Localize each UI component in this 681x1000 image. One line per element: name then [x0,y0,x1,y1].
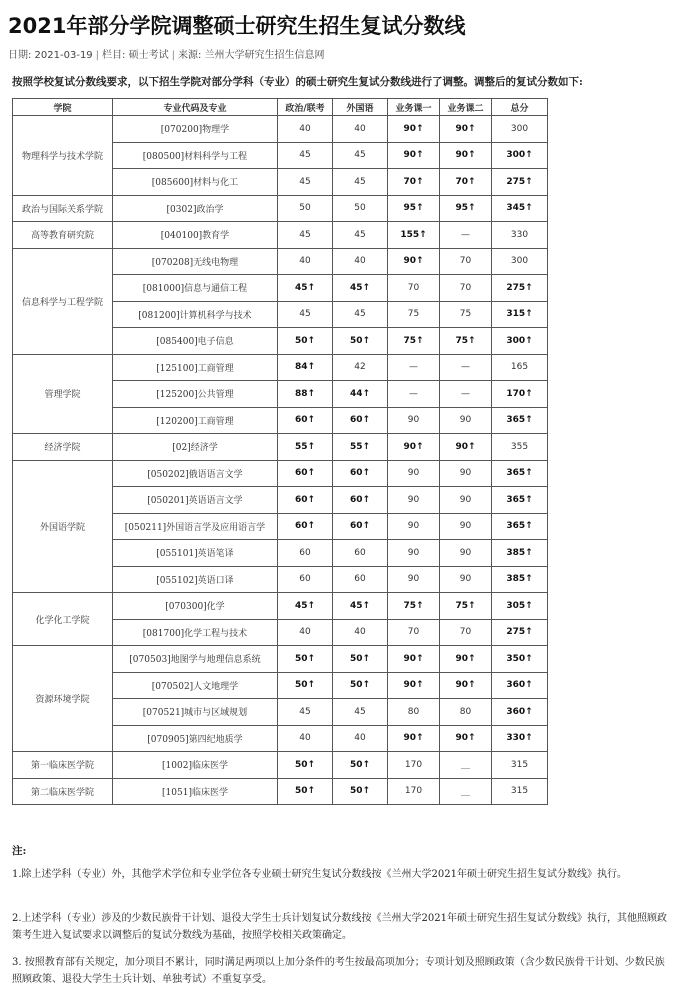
major-cell: [050201]英语语言文学 [113,487,278,514]
note-2: 2.上述学科（专业）涉及的少数民族骨干计划、退役大学生士兵计划复试分数线按《兰州大学2021年硕士研究生招生复试分数线》执行，其他照顾政策考生进入复试要求以调整后的复试分数线为基础，按照学校相关政策确定。 [12,913,667,941]
subject-2-score: 90↑ [440,646,492,673]
table-row [13,116,548,143]
subject-1-score: 90↑ [388,248,440,275]
total-score: 330 [492,222,548,249]
subject-1-score: 80 [388,699,440,726]
foreign-language-score: 50↑ [333,672,388,699]
major-cell: [055102]英语口译 [113,566,278,593]
header-politics: 政治/联考 [278,99,333,116]
foreign-language-score: 50↑ [333,328,388,355]
politics-score: 45↑ [278,593,333,620]
major-cell: [1051]临床医学 [113,778,278,805]
major-cell: [02]经济学 [113,434,278,461]
header-subject-1: 业务课一 [388,99,440,116]
politics-score: 40 [278,725,333,752]
total-score: 305↑ [492,593,548,620]
politics-score: 45↑ [278,275,333,302]
foreign-language-score: 55↑ [333,434,388,461]
total-score: 330↑ [492,725,548,752]
score-table [12,98,548,805]
total-score: 365↑ [492,460,548,487]
school-cell: 第一临床医学院 [13,752,113,779]
subject-2-score: 80 [440,699,492,726]
header-school: 学院 [13,99,113,116]
politics-score: 50↑ [278,752,333,779]
subject-1-score: 75↑ [388,593,440,620]
subject-2-score: 90 [440,407,492,434]
subject-1-score: — [388,354,440,381]
total-score: 165 [492,354,548,381]
subject-1-score: 75 [388,301,440,328]
subject-2-score: ＿ [440,752,492,779]
total-score: 315 [492,778,548,805]
subject-2-score: 90↑ [440,116,492,143]
article-intro: 按照学校复试分数线要求，以下招生学院对部分学科（专业）的硕士研究生复试分数线进行了调整。调整后的复试分数如下: [12,76,583,88]
subject-1-score: 90 [388,460,440,487]
table-row [13,778,548,805]
article-date: 日期: 2021-03-19 [8,50,93,61]
politics-score: 60↑ [278,487,333,514]
school-cell: 物理科学与技术学院 [13,116,113,196]
politics-score: 60 [278,540,333,567]
politics-score: 84↑ [278,354,333,381]
politics-score: 60↑ [278,407,333,434]
school-cell: 资源环境学院 [13,646,113,752]
politics-score: 45 [278,301,333,328]
major-cell: [0302]政治学 [113,195,278,222]
subject-1-score: 75↑ [388,328,440,355]
school-cell: 化学化工学院 [13,593,113,646]
foreign-language-score: 40 [333,248,388,275]
total-score: 350↑ [492,646,548,673]
subject-1-score: 90↑ [388,725,440,752]
total-score: 315 [492,752,548,779]
subject-2-score: 90 [440,460,492,487]
table-header-row [13,99,548,116]
politics-score: 60↑ [278,513,333,540]
major-cell: [081700]化学工程与技术 [113,619,278,646]
major-cell: [070502]人文地理学 [113,672,278,699]
politics-score: 45 [278,142,333,169]
major-cell: [080500]材料科学与工程 [113,142,278,169]
politics-score: 40 [278,248,333,275]
subject-1-score: 90↑ [388,646,440,673]
foreign-language-score: 44↑ [333,381,388,408]
note-1: 1.除上述学科（专业）外，其他学术学位和专业学位各专业硕士研究生复试分数线按《兰州大学2021年硕士研究生招生复试分数线》执行。 [12,869,627,880]
total-score: 275↑ [492,169,548,196]
subject-2-score: 70 [440,619,492,646]
foreign-language-score: 42 [333,354,388,381]
score-table-body [13,116,548,805]
subject-2-score: 95↑ [440,195,492,222]
politics-score: 50↑ [278,646,333,673]
subject-2-score: 90↑ [440,434,492,461]
foreign-language-score: 60 [333,566,388,593]
subject-2-score: 90 [440,540,492,567]
major-cell: [055101]英语笔译 [113,540,278,567]
major-cell: [1002]临床医学 [113,752,278,779]
subject-1-score: 90 [388,487,440,514]
total-score: 365↑ [492,513,548,540]
foreign-language-score: 50↑ [333,646,388,673]
table-row [13,460,548,487]
subject-1-score: 95↑ [388,195,440,222]
subject-1-score: 90↑ [388,672,440,699]
subject-1-score: 90↑ [388,116,440,143]
school-cell: 政治与国际关系学院 [13,195,113,222]
foreign-language-score: 45↑ [333,593,388,620]
article-column[interactable]: 栏目: 硕士考试 [102,50,169,61]
major-cell: [070208]无线电物理 [113,248,278,275]
major-cell: [070503]地图学与地理信息系统 [113,646,278,673]
major-cell: [070300]化学 [113,593,278,620]
table-row [13,248,548,275]
major-cell: [125200]公共管理 [113,381,278,408]
major-cell: [070200]物理学 [113,116,278,143]
subject-2-score: — [440,222,492,249]
article-title: 2021年部分学院调整硕士研究生招生复试分数线 [8,14,466,38]
politics-score: 55↑ [278,434,333,461]
total-score: 275↑ [492,275,548,302]
subject-2-score: 90 [440,487,492,514]
subject-2-score: 90↑ [440,142,492,169]
major-cell: [125100]工商管理 [113,354,278,381]
foreign-language-score: 45 [333,169,388,196]
table-row [13,222,548,249]
total-score: 365↑ [492,487,548,514]
school-cell: 第二临床医学院 [13,778,113,805]
table-row [13,195,548,222]
major-cell: [085600]材料与化工 [113,169,278,196]
politics-score: 88↑ [278,381,333,408]
subject-1-score: 170 [388,778,440,805]
school-cell: 经济学院 [13,434,113,461]
foreign-language-score: 60↑ [333,487,388,514]
subject-1-score: 70 [388,275,440,302]
school-cell: 管理学院 [13,354,113,434]
politics-score: 60 [278,566,333,593]
subject-2-score: 90 [440,566,492,593]
subject-2-score: 75 [440,301,492,328]
foreign-language-score: 45 [333,699,388,726]
politics-score: 50 [278,195,333,222]
total-score: 300↑ [492,328,548,355]
major-cell: [040100]教育学 [113,222,278,249]
total-score: 300↑ [492,142,548,169]
major-cell: [081200]计算机科学与技术 [113,301,278,328]
foreign-language-score: 45 [333,142,388,169]
subject-2-score: 90↑ [440,672,492,699]
total-score: 355 [492,434,548,461]
article-source[interactable]: 来源: 兰州大学研究生招生信息网 [177,50,325,61]
foreign-language-score: 60↑ [333,460,388,487]
foreign-language-score: 50↑ [333,778,388,805]
total-score: 385↑ [492,540,548,567]
subject-2-score: 90 [440,513,492,540]
major-cell: [050211]外国语言学及应用语言学 [113,513,278,540]
header-foreign-language: 外国语 [333,99,388,116]
politics-score: 50↑ [278,328,333,355]
foreign-language-score: 45 [333,301,388,328]
subject-1-score: 90↑ [388,142,440,169]
foreign-language-score: 60↑ [333,513,388,540]
subject-2-score: — [440,381,492,408]
notes-heading: 注: [12,845,27,857]
article-meta: 日期: 2021-03-19 | 栏目: 硕士考试 | 来源: 兰州大学研究生招生信息网 [8,50,325,61]
table-row [13,354,548,381]
table-row [13,646,548,673]
total-score: 300 [492,248,548,275]
subject-1-score: 90 [388,513,440,540]
foreign-language-score: 60↑ [333,407,388,434]
subject-1-score: 70 [388,619,440,646]
header-total: 总分 [492,99,548,116]
politics-score: 50↑ [278,672,333,699]
major-cell: [070905]第四纪地质学 [113,725,278,752]
table-row [13,434,548,461]
subject-1-score: 90 [388,407,440,434]
subject-2-score: 75↑ [440,328,492,355]
school-cell: 信息科学与工程学院 [13,248,113,354]
major-cell: [085400]电子信息 [113,328,278,355]
major-cell: [081000]信息与通信工程 [113,275,278,302]
subject-2-score: ＿ [440,778,492,805]
note-3: 3. 按照教育部有关规定，加分项目不累计，同时满足两项以上加分条件的考生按最高项加分；专项计划及照顾政策（含少数民族骨干计划、少数民族照顾政策、退役大学生士兵计划、单独考试）不重复享受。 [12,957,665,985]
subject-1-score: — [388,381,440,408]
foreign-language-score: 60 [333,540,388,567]
subject-2-score: 70↑ [440,169,492,196]
school-cell: 外国语学院 [13,460,113,593]
total-score: 275↑ [492,619,548,646]
foreign-language-score: 40 [333,725,388,752]
subject-1-score: 170 [388,752,440,779]
major-cell: [050202]俄语语言文学 [113,460,278,487]
subject-1-score: 90 [388,566,440,593]
politics-score: 45 [278,169,333,196]
politics-score: 40 [278,116,333,143]
total-score: 360↑ [492,699,548,726]
foreign-language-score: 50↑ [333,752,388,779]
politics-score: 60↑ [278,460,333,487]
subject-1-score: 70↑ [388,169,440,196]
politics-score: 40 [278,619,333,646]
foreign-language-score: 45 [333,222,388,249]
major-cell: [070521]城市与区域规划 [113,699,278,726]
foreign-language-score: 40 [333,116,388,143]
subject-1-score: 90 [388,540,440,567]
politics-score: 50↑ [278,778,333,805]
subject-1-score: 155↑ [388,222,440,249]
politics-score: 45 [278,699,333,726]
foreign-language-score: 45↑ [333,275,388,302]
header-major: 专业代码及专业 [113,99,278,116]
subject-2-score: 70 [440,248,492,275]
total-score: 300 [492,116,548,143]
total-score: 365↑ [492,407,548,434]
total-score: 170↑ [492,381,548,408]
header-subject-2: 业务课二 [440,99,492,116]
subject-1-score: 90↑ [388,434,440,461]
total-score: 385↑ [492,566,548,593]
table-row [13,593,548,620]
total-score: 315↑ [492,301,548,328]
major-cell: [120200]工商管理 [113,407,278,434]
politics-score: 45 [278,222,333,249]
total-score: 345↑ [492,195,548,222]
subject-2-score: 90↑ [440,725,492,752]
total-score: 360↑ [492,672,548,699]
foreign-language-score: 50 [333,195,388,222]
foreign-language-score: 40 [333,619,388,646]
subject-2-score: 75↑ [440,593,492,620]
subject-2-score: — [440,354,492,381]
subject-2-score: 70 [440,275,492,302]
table-row [13,752,548,779]
school-cell: 高等教育研究院 [13,222,113,249]
